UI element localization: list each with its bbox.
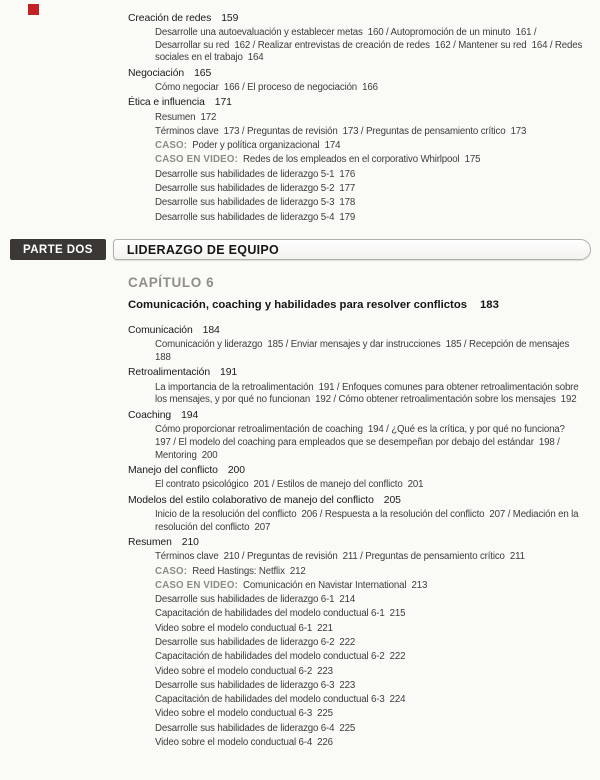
toc-subentry: El contrato psicológico 201 / Estilos de manejo del conflicto 201 xyxy=(155,479,424,491)
toc-heading-text: Ética e influencia xyxy=(128,97,205,109)
toc-video-case-entry xyxy=(155,580,584,593)
red-corner-mark xyxy=(28,4,39,15)
toc-heading xyxy=(128,97,584,110)
toc-heading-text: Comunicación xyxy=(128,324,193,336)
toc-heading-text: Retroalimentación xyxy=(128,367,211,379)
toc-subentry: Resumen 172 xyxy=(155,111,217,123)
toc-heading-text: Modelos del estilo colaborativo de manejo del conflicto xyxy=(128,494,374,506)
toc-subentry: Comunicación y liderazgo 185 / Enviar mensajes y dar instrucciones 185 / Recepción de mensajes 188 xyxy=(155,339,575,364)
case-text: Poder y política organizacional 174 xyxy=(192,140,341,152)
toc-page-number: 165 xyxy=(194,67,212,79)
toc-heading-text: Coaching xyxy=(128,409,172,421)
chapter-page-number: 183 xyxy=(480,299,499,312)
toc-subentry: Inicio de la resolución del conflicto 206 / Respuesta a la resolución del conflicto 207 / Mediación en la resolución del conflicto 207 xyxy=(155,508,581,533)
toc-subentry: Desarrolle sus habilidades de liderazgo 6-3 223 xyxy=(155,679,356,691)
video-case-text: Comunicación en Navistar International 213 xyxy=(243,579,428,591)
toc-subentry: Desarrolle una autoevaluación y establecer metas 160 / Autopromoción de un minuto 161 / Desarrollar su red 162 / Realizar entrevistas de creación de redes 162 / Mantener su red 164 / Redes sociales en el trabajo 164 xyxy=(155,26,585,64)
toc-heading xyxy=(128,495,584,508)
toc-subentry: Video sobre el modelo conductual 6-3 225 xyxy=(155,708,333,720)
toc-heading-text: Creación de redes xyxy=(128,12,212,24)
chapter6-toc-section xyxy=(0,312,600,749)
toc-page-number: 205 xyxy=(383,494,401,506)
part-banner xyxy=(10,239,591,260)
toc-subentry: Términos clave 210 / Preguntas de revisión 211 / Preguntas de pensamiento crítico 211 xyxy=(155,551,525,563)
case-label: CASO: xyxy=(155,565,188,577)
video-case-label: CASO EN VIDEO: xyxy=(155,154,239,166)
toc-case-entry xyxy=(155,566,584,579)
toc-page-number: 210 xyxy=(181,536,199,548)
toc-subentry: Video sobre el modelo conductual 6-4 226 xyxy=(155,737,333,749)
toc-heading xyxy=(128,325,584,338)
toc-heading-text: Manejo del conflicto xyxy=(128,464,218,476)
part-title-bar xyxy=(113,239,591,260)
toc-subentry: Capacitación de habilidades del modelo conductual 6-3 224 xyxy=(155,694,406,706)
toc-heading xyxy=(128,13,584,26)
toc-subentry: Video sobre el modelo conductual 6-2 223 xyxy=(155,665,333,677)
toc-subentry: Desarrolle sus habilidades de liderazgo 5-1 176 xyxy=(155,168,356,180)
toc-subentry: Cómo proporcionar retroalimentación de coaching 194 / ¿Qué es la crítica, y por qué no funciona? 197 / El modelo del coaching para empleados que se desempeñan por debajo del estándar 198 / Mentoring 200 xyxy=(155,424,570,461)
toc-subentry: Capacitación de habilidades del modelo conductual 6-1 215 xyxy=(155,608,406,620)
toc-video-case-entry xyxy=(155,154,584,167)
toc-page-number: 194 xyxy=(181,409,199,421)
toc-page-number: 184 xyxy=(202,324,220,336)
toc-heading xyxy=(128,410,584,423)
toc-heading xyxy=(128,68,584,81)
toc-subentry: Desarrolle sus habilidades de liderazgo 5-2 177 xyxy=(155,183,356,195)
chapter-title xyxy=(128,299,584,312)
toc-heading-text: Negociación xyxy=(128,67,185,79)
part-label: PARTE DOS xyxy=(10,239,106,260)
toc-heading xyxy=(128,465,584,478)
toc-page-number: 191 xyxy=(220,367,238,379)
toc-subentry: Términos clave 173 / Preguntas de revisión 173 / Preguntas de pensamiento crítico 173 xyxy=(155,125,527,137)
toc-subentry: Video sobre el modelo conductual 6-1 221 xyxy=(155,622,333,634)
chapter5-toc-section xyxy=(0,0,600,224)
toc-subentry: Desarrolle sus habilidades de liderazgo 5-4 179 xyxy=(155,211,356,223)
toc-subentry: Desarrolle sus habilidades de liderazgo 5-3 178 xyxy=(155,197,356,209)
chapter-label: CAPÍTULO 6 xyxy=(128,275,215,291)
toc-heading xyxy=(128,537,584,550)
toc-page-number: 171 xyxy=(214,97,232,109)
chapter-title-text: Comunicación, coaching y habilidades para resolver conflictos xyxy=(128,299,468,312)
part-title: LIDERAZGO DE EQUIPO xyxy=(126,242,280,257)
toc-subentry: La importancia de la retroalimentación 191 / Enfoques comunes para obtener retroalimentación sobre los mensajes, y por qué no funcionan 192 / Cómo obtener retroalimentación sobre los mensajes 192 xyxy=(155,381,582,406)
video-case-text: Redes de los empleados en el corporativo Whirlpool 175 xyxy=(243,154,481,166)
toc-heading xyxy=(128,367,584,380)
toc-page-number: 200 xyxy=(227,464,245,476)
toc-case-entry xyxy=(155,140,584,153)
toc-subentry: Cómo negociar 166 / El proceso de negociación 166 xyxy=(155,81,378,93)
toc-subentry: Capacitación de habilidades del modelo conductual 6-2 222 xyxy=(155,651,406,663)
video-case-label: CASO EN VIDEO: xyxy=(155,579,239,591)
toc-subentry: Desarrolle sus habilidades de liderazgo 6-4 225 xyxy=(155,722,356,734)
toc-subentry: Desarrolle sus habilidades de liderazgo 6-2 222 xyxy=(155,636,356,648)
toc-heading-text: Resumen xyxy=(128,536,172,548)
toc-page-number: 159 xyxy=(221,12,239,24)
case-label: CASO: xyxy=(155,140,188,152)
toc-subentry: Desarrolle sus habilidades de liderazgo 6-1 214 xyxy=(155,594,356,606)
case-text: Reed Hastings: Netflix 212 xyxy=(192,565,306,577)
